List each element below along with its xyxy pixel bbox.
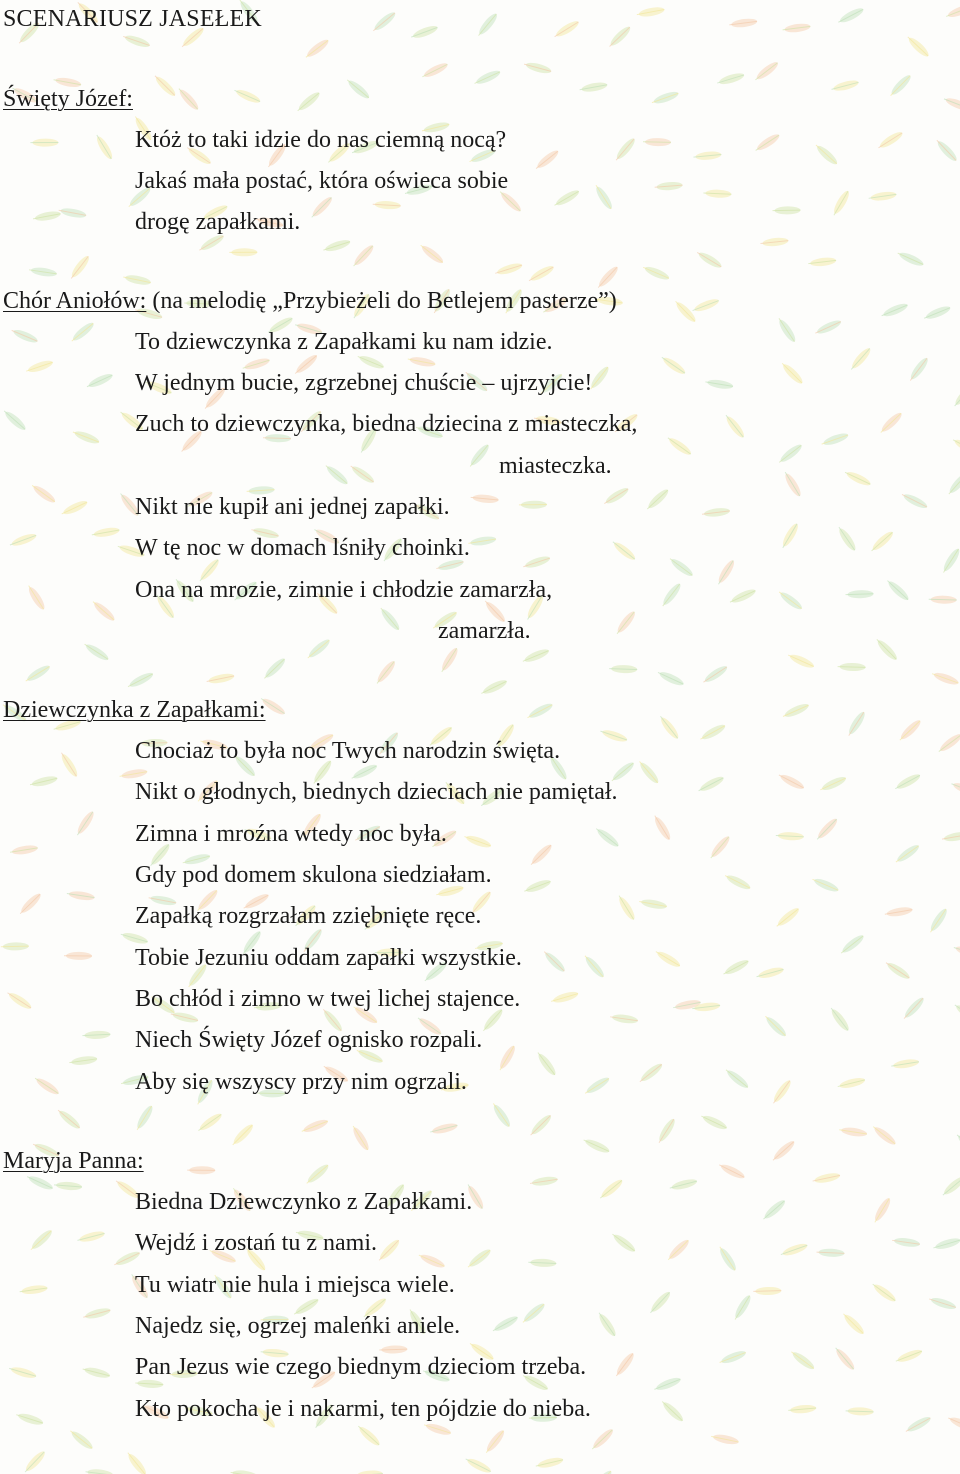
speaker-name: Maryja Panna: [3,1148,144,1174]
speaker-name: Święty Józef: [3,86,133,112]
stage-direction: (na melodię „Przybieżeli do Betlejem pasterze”) [152,288,617,314]
verse-line: Zuch to dziewczynka, biedna dziecina z miasteczka, [135,411,638,437]
verse-line: Jakaś mała postać, która oświeca sobie [135,168,509,194]
speaker-heading-match-girl [3,693,266,727]
verse-line: Bo chłód i zimno w twej lichej stajence. [135,986,521,1012]
document-title: SCENARIUSZ JASEŁEK [3,6,262,32]
verse-line: Tobie Jezuniu oddam zapałki wszystkie. [135,945,522,971]
verse-line: Nikt nie kupił ani jednej zapałki. [135,494,450,520]
verse-line: Tu wiatr nie hula i miejsca wiele. [135,1272,455,1298]
verse-line: Gdy pod domem skulona siedziałam. [135,862,492,888]
verse-line: Najedz się, ogrzej maleńki aniele. [135,1313,461,1339]
verse-line: Zapałką rozgrzałam zziębnięte ręce. [135,903,482,929]
verse-line: Pan Jezus wie czego biednym dzieciom trzeba. [135,1354,587,1380]
verse-line: W tę noc w domach lśniły choinki. [135,535,470,561]
verse-line: To dziewczynka z Zapałkami ku nam idzie. [135,329,553,355]
verse-line: Aby się wszyscy przy nim ogrzali. [135,1069,467,1095]
verse-line: Biedna Dziewczynko z Zapałkami. [135,1189,473,1215]
verse-line-continuation: zamarzła. [438,618,531,644]
verse-line: Zimna i mroźna wtedy noc była. [135,821,447,847]
speaker-name: Dziewczynka z Zapałkami: [3,697,266,723]
verse-line: Kto pokocha je i nakarmi, ten pójdzie do nieba. [135,1396,591,1422]
verse-line-continuation: miasteczka. [499,453,612,479]
verse-line: Nikt o głodnych, biednych dzieciach nie pamiętał. [135,779,618,805]
verse-line: Ona na mrozie, zimnie i chłodzie zamarzła, [135,577,553,603]
verse-line: Niech Święty Józef ognisko rozpali. [135,1027,483,1053]
verse-line: Chociaż to była noc Twych narodzin święta. [135,738,561,764]
verse-line: Wejdź i zostań tu z nami. [135,1230,377,1256]
speaker-heading-virgin-mary [3,1144,144,1178]
speaker-heading-angels-choir [3,284,617,318]
speaker-name: Chór Aniołów: [3,288,147,314]
speaker-heading-saint-joseph [3,82,133,116]
verse-line: Któż to taki idzie do nas ciemną nocą? [135,127,507,153]
verse-line: drogę zapałkami. [135,209,301,235]
verse-line: W jednym bucie, zgrzebnej chuście – ujrzyjcie! [135,370,593,396]
